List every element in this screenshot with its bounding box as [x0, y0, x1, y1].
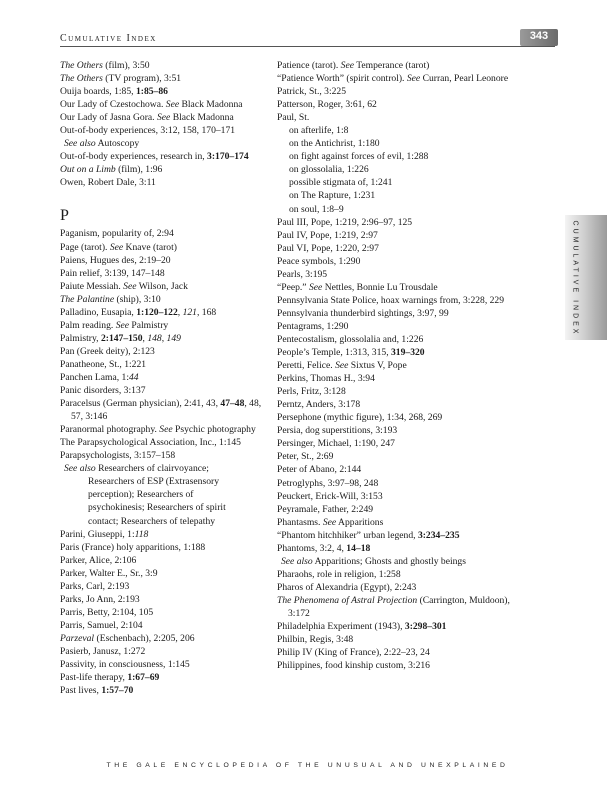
index-entry: Parris, Samuel, 2:104: [60, 619, 143, 631]
index-entry: Palmistry, 2:147–150, 148, 149: [60, 332, 181, 344]
index-entry: psychokinesis; Researchers of spirit: [88, 502, 226, 514]
index-entry: on glossolalia, 1:226: [289, 164, 369, 176]
header-rule: [60, 46, 555, 47]
index-entry: Patrick, St., 3:225: [277, 86, 347, 98]
right-entries-c: [277, 568, 517, 672]
left-pre-entries: [60, 59, 265, 189]
index-entry: Paris (France) holy apparitions, 1:188: [60, 541, 206, 553]
index-entry: Paiute Messiah. See Wilson, Jack: [60, 280, 188, 292]
index-column-left: [60, 59, 265, 697]
index-entry: Parker, Alice, 2:106: [60, 554, 137, 566]
index-entry: The Others (film), 3:50: [60, 60, 150, 71]
index-entry: Patience (tarot). See Temperance (tarot): [277, 60, 430, 71]
index-entry: on fight against forces of evil, 1:288: [289, 151, 429, 163]
index-entry: contact; Researchers of telepathy: [88, 515, 216, 527]
index-entry: Parker, Walter E., Sr., 3:9: [60, 567, 158, 579]
index-entry: Pennsylvania thunderbird sightings, 3:97, 99: [277, 307, 449, 319]
index-entry: Panatheone, St., 1:221: [60, 358, 147, 370]
index-entry: Pain relief, 3:139, 147–148: [60, 267, 165, 279]
index-entry: “Patience Worth” (spirit control). See Curran, Pearl Leonore: [277, 73, 509, 85]
index-entry: Pasierb, Janusz, 1:272: [60, 645, 146, 657]
index-entry: Peyramale, Father, 2:249: [277, 503, 374, 515]
index-entry: Perls, Fritz, 3:128: [277, 386, 346, 398]
index-entry: Parks, Jo Ann, 2:193: [60, 593, 140, 605]
index-entry: Parzeval (Eschenbach), 2:205, 206: [60, 632, 195, 644]
index-entry: People’s Temple, 1:313, 315, 319–320: [277, 347, 425, 359]
index-entry: on soul, 1:8–9: [289, 203, 344, 215]
index-entry: Parini, Giuseppi, 1:118: [60, 528, 149, 540]
index-entry: “Peep.” See Nettles, Bonnie Lu Trousdale: [277, 281, 438, 293]
index-entry: Past lives, 1:57–70: [60, 685, 134, 697]
index-entry: Peter of Abano, 2:144: [277, 464, 362, 476]
index-entry: Pennsylvania State Police, hoax warnings from, 3:228, 229: [277, 294, 505, 306]
index-entry: The Phenomena of Astral Projection (Carrington, Muldoon), 3:172: [277, 594, 510, 619]
index-entry: Patterson, Roger, 3:61, 62: [277, 99, 377, 111]
index-see-also: See also Apparitions; Ghosts and ghostly beings: [281, 555, 466, 567]
index-entry: Phantasms. See Apparitions: [277, 516, 384, 528]
index-entry: Parapsychologists, 3:157–158: [60, 450, 176, 462]
right-entries-b: [277, 216, 517, 555]
index-entry: Persinger, Michael, 1:190, 247: [277, 438, 395, 450]
index-entry: Paul III, Pope, 1:219, 2:96–97, 125: [277, 216, 413, 228]
index-entry: Parris, Betty, 2:104, 105: [60, 606, 154, 618]
see-also-continuation: [60, 475, 265, 527]
index-column-right: [277, 59, 517, 672]
index-entry: Perntz, Anders, 3:178: [277, 399, 361, 411]
index-entry: on the Antichrist, 1:180: [289, 138, 380, 150]
index-entry: Passivity, in consciousness, 1:145: [60, 659, 190, 671]
letter-heading: P: [60, 207, 69, 225]
index-entry: Persia, dog superstitions, 3:193: [277, 425, 398, 437]
index-entry: Panic disorders, 3:137: [60, 385, 146, 397]
index-entry: Pearls, 3:195: [277, 268, 328, 280]
index-entry: Perkins, Thomas H., 3:94: [277, 373, 375, 385]
index-entry: on The Rapture, 1:231: [289, 190, 376, 202]
index-entry: Peter, St., 2:69: [277, 451, 334, 463]
left-tail-entries: [60, 528, 265, 698]
index-entry: Peuckert, Erick-Will, 3:153: [277, 490, 383, 502]
index-entry: Petroglyphs, 3:97–98, 248: [277, 477, 379, 489]
page-header: [0, 0, 607, 60]
index-entry: Paracelsus (German physician), 2:41, 43, 47–48, 48, 57, 3:146: [60, 398, 262, 423]
index-entry: Peretti, Felice. See Sixtus V, Pope: [277, 360, 407, 372]
index-entry: Pharos of Alexandria (Egypt), 2:243: [277, 581, 417, 593]
right-entries-a: [277, 59, 517, 124]
left-post-entries: [60, 227, 265, 462]
index-entry: Our Lady of Czestochowa. See Black Madonna: [60, 99, 243, 111]
index-entry: Out on a Limb (film), 1:96: [60, 164, 163, 176]
index-entry: Philip IV (King of France), 2:22–23, 24: [277, 647, 430, 659]
index-entry: Palm reading. See Palmistry: [60, 319, 169, 331]
index-entry: Palladino, Eusapia, 1:120–122, 121, 168: [60, 306, 217, 318]
index-entry: Philippines, food kinship custom, 3:216: [277, 660, 430, 672]
index-entry: Researchers of ESP (Extrasensory: [88, 476, 219, 488]
index-see-also: See also Researchers of clairvoyance;: [64, 463, 209, 475]
index-entry: Paiens, Hugues des, 2:19–20: [60, 254, 171, 266]
index-entry: Paul VI, Pope, 1:220, 2:97: [277, 242, 379, 254]
index-entry: Paul, St.: [277, 112, 310, 124]
index-entry: Paranormal photography. See Psychic photography: [60, 424, 256, 436]
index-entry: Pentecostalism, glossolalia and, 1:226: [277, 333, 424, 345]
index-entry: The Palantine (ship), 3:10: [60, 293, 161, 305]
index-entry: The Others (TV program), 3:51: [60, 73, 182, 85]
section-title: Cumulative Index: [60, 33, 157, 44]
index-entry: on afterlife, 1:8: [289, 125, 349, 137]
page-footer: THE GALE ENCYCLOPEDIA OF THE UNUSUAL AND UNEXPLAINED: [106, 762, 509, 769]
index-entry: Persephone (mythic figure), 1:34, 268, 269: [277, 412, 443, 424]
index-entry: possible stigmata of, 1:241: [289, 177, 393, 189]
index-entry: Parks, Carl, 2:193: [60, 580, 130, 592]
index-entry: The Parapsychological Association, Inc., 1:145: [60, 437, 241, 449]
index-entry: Paul IV, Pope, 1:219, 2:97: [277, 229, 378, 241]
index-entry: Out-of-body experiences, research in, 3:170–174: [60, 151, 249, 163]
index-entry: Philadelphia Experiment (1943), 3:298–301: [277, 621, 447, 633]
index-entry: Panchen Lama, 1:44: [60, 371, 139, 383]
index-entry: Pan (Greek deity), 2:123: [60, 345, 155, 357]
index-entry: Pharaohs, role in religion, 1:258: [277, 568, 401, 580]
index-entry: Past-life therapy, 1:67–69: [60, 672, 160, 684]
index-entry: See also Autoscopy: [64, 138, 140, 150]
index-entry: Peace symbols, 1:290: [277, 255, 361, 267]
index-entry: Paganism, popularity of, 2:94: [60, 228, 174, 240]
side-tab-label: CUMULATIVE INDEX: [571, 220, 579, 337]
index-entry: perception); Researchers of: [88, 489, 194, 501]
index-entry: Page (tarot). See Knave (tarot): [60, 241, 177, 253]
index-entry: Phantoms, 3:2, 4, 14–18: [277, 542, 371, 554]
index-entry: Ouija boards, 1:85, 1:85–86: [60, 86, 168, 98]
page-number: 343: [529, 30, 549, 42]
index-entry: “Phantom hitchhiker” urban legend, 3:234–235: [277, 529, 460, 541]
index-entry: Our Lady of Jasna Gora. See Black Madonna: [60, 112, 234, 124]
index-entry: Philbin, Regis, 3:48: [277, 634, 354, 646]
index-entry: Pentagrams, 1:290: [277, 320, 349, 332]
index-entry: Owen, Robert Dale, 3:11: [60, 177, 156, 189]
paul-subentries: [277, 124, 517, 215]
index-entry: Out-of-body experiences, 3:12, 158, 170–171: [60, 125, 236, 137]
